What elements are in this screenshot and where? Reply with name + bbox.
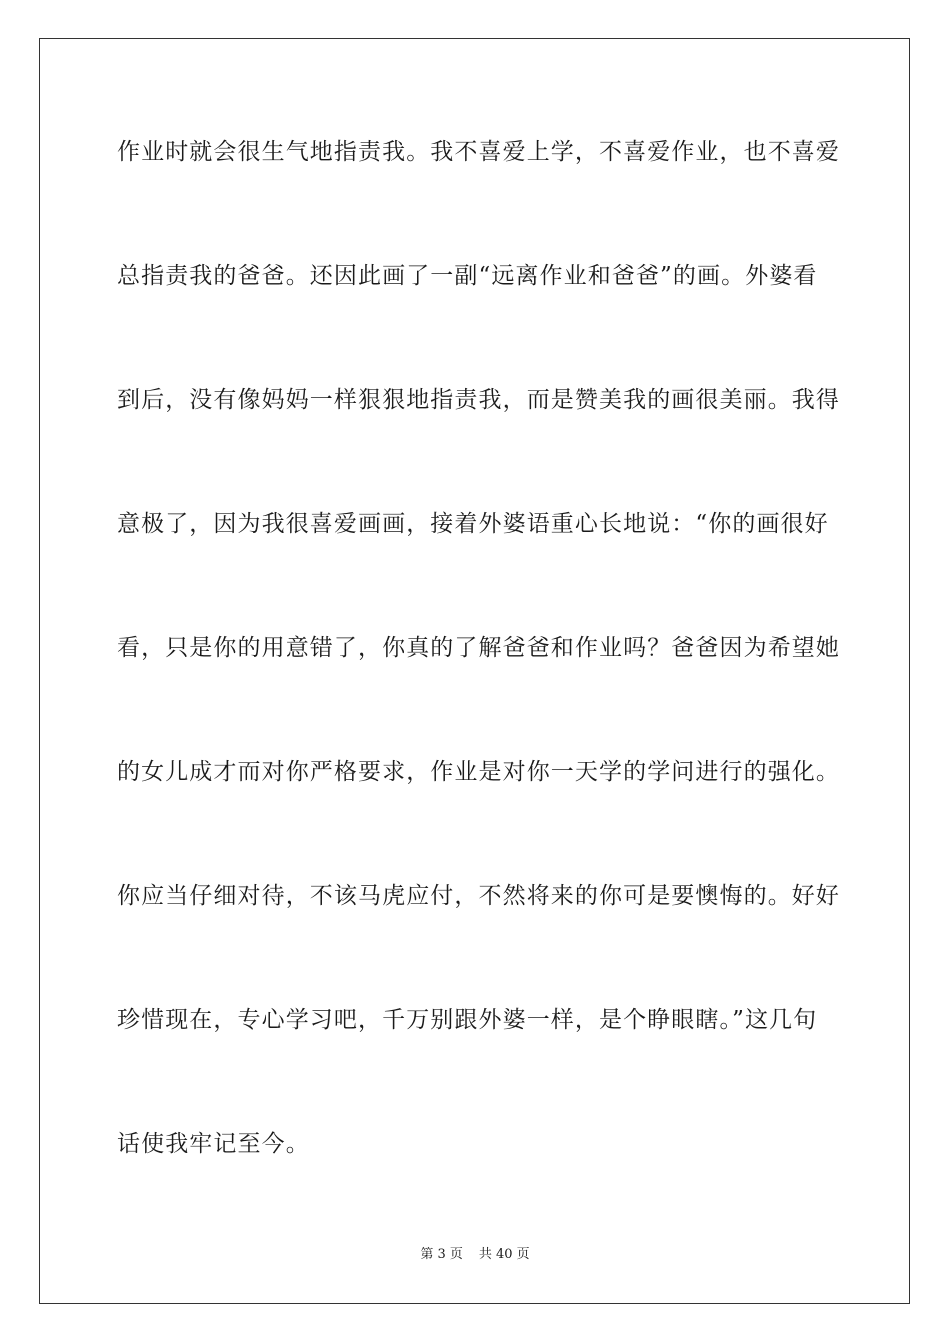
text-line: 的女儿成才而对你严格要求，作业是对你一天学的学问进行的强化。: [117, 759, 840, 785]
text-line: 意极了，因为我很喜爱画画，接着外婆语重心长地说：“你的画很好: [117, 511, 829, 537]
text-line: 作业时就会很生气地指责我。我不喜爱上学，不喜爱作业，也不喜爱: [117, 139, 840, 165]
text-line: 你应当仔细对待，不该马虎应付，不然将来的你可是要懊悔的。好好: [117, 883, 840, 909]
text-line: 总指责我的爸爸。还因此画了一副“远离作业和爸爸”的画。外婆看: [117, 263, 818, 289]
page-border: [39, 38, 910, 1304]
page-footer: [0, 1246, 950, 1264]
page-number: 第 3 页: [420, 1247, 463, 1262]
text-line: 看，只是你的用意错了，你真的了解爸爸和作业吗？爸爸因为希望她: [117, 635, 840, 661]
text-line: 珍惜现在，专心学习吧，千万别跟外婆一样，是个睁眼瞎。”这几句: [117, 1007, 818, 1033]
page-total: 共 40 页: [478, 1247, 530, 1262]
text-line: 话使我牢记至今。: [117, 1131, 310, 1157]
text-line: 到后，没有像妈妈一样狠狠地指责我，而是赞美我的画很美丽。我得: [117, 387, 840, 413]
